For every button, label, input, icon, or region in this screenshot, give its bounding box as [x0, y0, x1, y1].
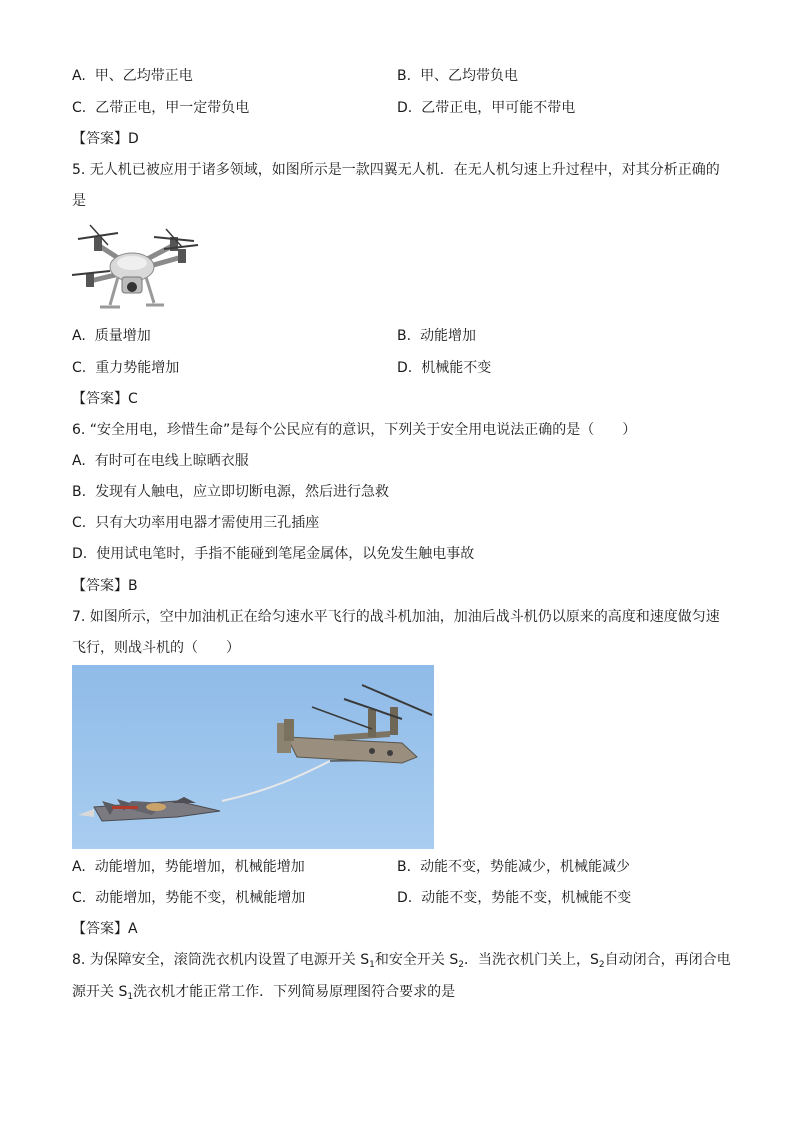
- q8-text: 源开关 S: [72, 984, 128, 1000]
- option-label: B.: [397, 328, 412, 344]
- option-text: 发现有人触电，应立即切断电源，然后进行急救: [95, 484, 390, 500]
- option-text: 动能增加，势能不变，机械能增加: [95, 890, 306, 906]
- option-label: D.: [72, 546, 88, 562]
- option-label: B.: [72, 484, 87, 500]
- option-label: A.: [72, 859, 86, 875]
- option-label: D.: [397, 360, 413, 376]
- option-label: B.: [397, 859, 412, 875]
- q8-stem-line1: [72, 950, 731, 975]
- option-label: D.: [397, 100, 413, 116]
- option-label: B.: [397, 68, 412, 84]
- option-text: 动能增加: [420, 328, 477, 344]
- q8-stem-line2: [72, 982, 455, 1007]
- subscript: 2: [458, 960, 464, 970]
- q6-option-d: [72, 544, 474, 564]
- option-text: 甲、乙均带负电: [420, 68, 519, 84]
- q7-answer: 【答案】A: [72, 921, 138, 937]
- q5-option-a: [72, 326, 151, 346]
- option-label: A.: [72, 453, 86, 469]
- option-text: 动能不变，势能减少，机械能减少: [420, 859, 631, 875]
- q5-option-b: [397, 326, 476, 346]
- q7-stem-line2: 飞行，则战斗机的（ ）: [72, 640, 240, 656]
- option-text: 机械能不变: [421, 360, 492, 376]
- q5-answer: 【答案】C: [72, 391, 138, 407]
- option-text: 动能增加，势能增加，机械能增加: [94, 859, 305, 875]
- option-label: C.: [72, 515, 87, 531]
- q5-stem-line2: 是: [72, 193, 86, 209]
- q6-answer: 【答案】B: [72, 578, 138, 594]
- option-label: A.: [72, 68, 86, 84]
- option-text: 使用试电笔时，手指不能碰到笔尾金属体，以免发生触电事故: [96, 546, 475, 562]
- q6-option-c: [72, 513, 319, 533]
- option-label: A.: [72, 328, 86, 344]
- option-label: D.: [397, 890, 413, 906]
- subscript: 1: [127, 992, 134, 1002]
- q4-option-c: [72, 98, 249, 118]
- q7-option-d: [397, 888, 631, 908]
- option-label: C.: [72, 360, 87, 376]
- q7-option-b: [397, 857, 630, 877]
- q4-option-a: [72, 66, 193, 86]
- option-text: 重力势能增加: [95, 360, 180, 376]
- q5-option-c: [72, 358, 179, 378]
- q6-option-b: [72, 482, 389, 502]
- option-text: 乙带正电，甲一定带负电: [95, 100, 250, 116]
- q8-text: ．当洗衣机门关上，S: [463, 952, 599, 968]
- q6-stem: 6. “安全用电，珍惜生命”是每个公民应有的意识，下列关于安全用电说法正确的是（ ）: [72, 422, 637, 438]
- drone-image: [70, 215, 200, 313]
- q7-stem-line1: 7. 如图所示，空中加油机正在给匀速水平飞行的战斗机加油，加油后战斗机仍以原来的高度和速度做匀速: [72, 609, 720, 625]
- q4-answer: 【答案】D: [72, 131, 139, 147]
- option-text: 动能不变，势能不变，机械能不变: [421, 890, 632, 906]
- q4-option-b: [397, 66, 518, 86]
- q7-option-c: [72, 888, 305, 908]
- subscript: 1: [369, 960, 375, 970]
- q8-text: 和安全开关 S: [374, 952, 459, 968]
- option-text: 甲、乙均带正电: [94, 68, 193, 84]
- option-text: 质量增加: [94, 328, 151, 344]
- option-label: C.: [72, 100, 87, 116]
- refueling-photo: [72, 665, 434, 849]
- q7-option-a: [72, 857, 305, 877]
- option-text: 乙带正电，甲可能不带电: [421, 100, 576, 116]
- q8-text: 洗衣机才能正常工作．下列简易原理图符合要求的是: [133, 984, 456, 1000]
- q4-option-d: [397, 98, 575, 118]
- option-text: 只有大功率用电器才需使用三孔插座: [95, 515, 320, 531]
- option-text: 有时可在电线上晾晒衣服: [94, 453, 249, 469]
- q8-text: 自动闭合，再闭合电: [604, 952, 731, 968]
- subscript: 2: [598, 960, 605, 970]
- q5-stem-line1: 5. 无人机已被应用于诸多领域，如图所示是一款四翼无人机．在无人机匀速上升过程中，对其分析正确的: [72, 162, 720, 178]
- q6-option-a: [72, 451, 249, 471]
- q5-option-d: [397, 358, 491, 378]
- q8-text: 8. 为保障安全，滚筒洗衣机内设置了电源开关 S: [72, 952, 370, 968]
- option-label: C.: [72, 890, 87, 906]
